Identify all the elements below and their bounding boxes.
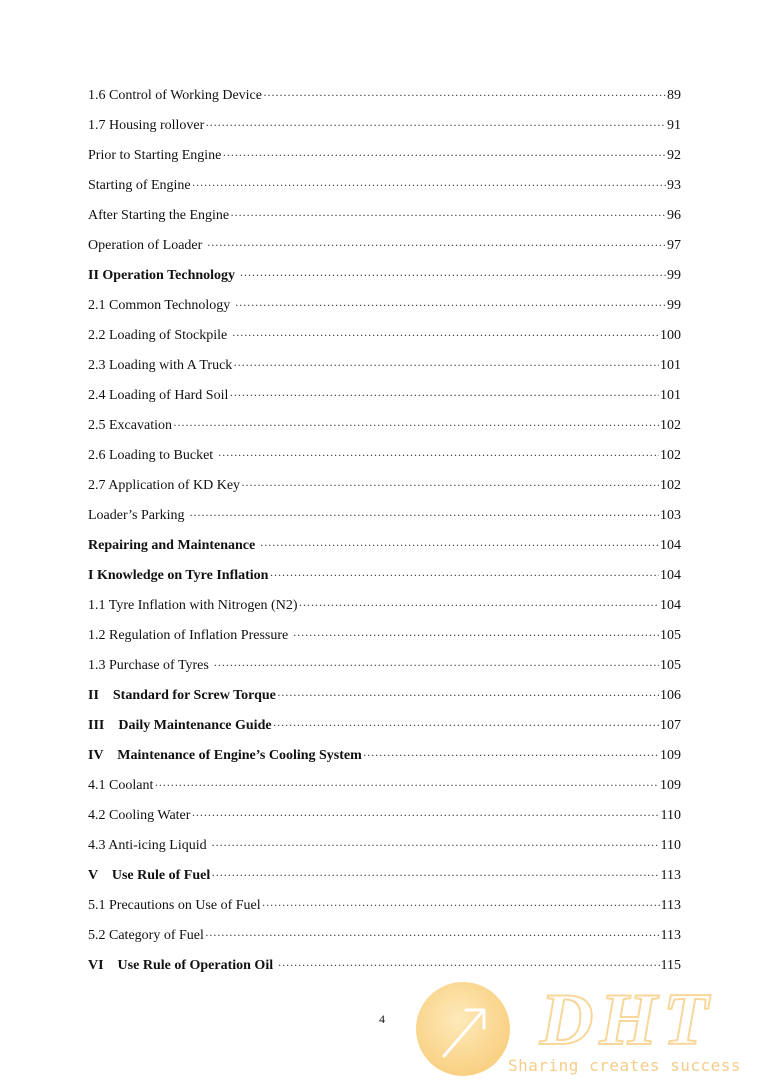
toc-entry-title: 2.4 Loading of Hard Soil (88, 388, 229, 403)
toc-leader-dots (299, 598, 660, 612)
toc-entry-title: 1.3 Purchase of Tyres (88, 658, 213, 673)
svg-text:DHT: DHT (540, 982, 715, 1054)
toc-entry-title: 4.1 Coolant (88, 778, 154, 793)
toc-entry (88, 681, 681, 711)
toc-entry (88, 891, 681, 921)
toc-entry-page: 105 (660, 628, 681, 643)
toc-leader-dots (240, 268, 666, 282)
toc-entry-title: IV Maintenance of Engine’s Cooling System (88, 748, 362, 763)
toc-leader-dots (205, 118, 666, 132)
toc-entry-title: 1.6 Control of Working Device (88, 88, 262, 103)
toc-entry-page: 109 (660, 778, 681, 793)
toc-entry (88, 201, 681, 231)
arrow-icon (416, 982, 510, 1076)
toc-entry-page: 110 (660, 838, 681, 853)
watermark (412, 978, 764, 1080)
toc-entry-title: 1.2 Regulation of Inflation Pressure (88, 628, 292, 643)
toc-entry (88, 231, 681, 261)
toc-entry-page: 113 (660, 928, 681, 943)
toc-leader-dots (273, 718, 659, 732)
toc-entry (88, 471, 681, 501)
toc-entry-page: 103 (660, 508, 681, 523)
toc-entry (88, 951, 681, 981)
toc-entry (88, 591, 681, 621)
toc-entry-page: 89 (667, 88, 681, 103)
toc-leader-dots (222, 148, 666, 162)
toc-entry-page: 105 (660, 658, 681, 673)
toc-entry (88, 261, 681, 291)
watermark-tagline: Sharing creates success (508, 1056, 742, 1075)
watermark-logo-circle (416, 982, 510, 1076)
toc-leader-dots (278, 958, 660, 972)
toc-entry-page: 110 (660, 808, 681, 823)
page-number: 4 (379, 1012, 385, 1026)
toc-entry-page: 99 (667, 268, 681, 283)
table-of-contents (88, 81, 681, 981)
toc-entry (88, 411, 681, 441)
toc-leader-dots (211, 868, 659, 882)
toc-entry-title: 2.2 Loading of Stockpile (88, 328, 231, 343)
toc-leader-dots (233, 358, 659, 372)
toc-entry (88, 501, 681, 531)
toc-entry-title: After Starting the Engine (88, 208, 230, 223)
toc-leader-dots (213, 658, 659, 672)
toc-leader-dots (218, 448, 659, 462)
toc-entry-page: 97 (667, 238, 681, 253)
toc-entry-page: 106 (660, 688, 681, 703)
toc-entry-title: VI Use Rule of Operation Oil (88, 958, 277, 973)
toc-leader-dots (191, 808, 659, 822)
toc-entry-page: 104 (660, 538, 681, 553)
toc-entry-page: 102 (660, 478, 681, 493)
watermark-logo-wordmark (530, 982, 750, 1054)
toc-entry-title: 5.1 Precautions on Use of Fuel (88, 898, 261, 913)
toc-leader-dots (205, 928, 660, 942)
toc-entry (88, 321, 681, 351)
toc-entry-page: 113 (660, 868, 681, 883)
toc-entry (88, 711, 681, 741)
toc-entry-title: Starting of Engine (88, 178, 191, 193)
toc-entry-title: 4.2 Cooling Water (88, 808, 191, 823)
toc-entry (88, 831, 681, 861)
toc-entry (88, 381, 681, 411)
toc-leader-dots (260, 538, 659, 552)
toc-leader-dots (269, 568, 659, 582)
toc-entry-page: 99 (667, 298, 681, 313)
toc-entry-title: 2.5 Excavation (88, 418, 172, 433)
toc-entry-title: 1.1 Tyre Inflation with Nitrogen (N2) (88, 598, 298, 613)
toc-entry-page: 109 (660, 748, 681, 763)
toc-leader-dots (241, 478, 659, 492)
toc-entry-title: 4.3 Anti-icing Liquid (88, 838, 211, 853)
toc-entry (88, 741, 681, 771)
toc-entry-title: 5.2 Category of Fuel (88, 928, 204, 943)
toc-entry-title: II Standard for Screw Torque (88, 688, 276, 703)
toc-leader-dots (262, 898, 660, 912)
toc-entry (88, 651, 681, 681)
toc-entry-page: 93 (667, 178, 681, 193)
toc-entry-page: 91 (667, 118, 681, 133)
toc-leader-dots (363, 748, 659, 762)
toc-entry-title: 2.6 Loading to Bucket (88, 448, 217, 463)
toc-entry-title: I Knowledge on Tyre Inflation (88, 568, 269, 583)
toc-leader-dots (235, 298, 666, 312)
toc-leader-dots (189, 508, 659, 522)
toc-entry-page: 104 (660, 568, 681, 583)
toc-entry-title: 1.7 Housing rollover (88, 118, 205, 133)
toc-entry (88, 921, 681, 951)
toc-entry-title: 2.3 Loading with A Truck (88, 358, 233, 373)
toc-entry (88, 441, 681, 471)
toc-entry-title: Prior to Starting Engine (88, 148, 222, 163)
toc-entry-title: 2.7 Application of KD Key (88, 478, 241, 493)
toc-entry-page: 101 (660, 358, 681, 373)
toc-leader-dots (154, 778, 659, 792)
toc-entry-page: 107 (660, 718, 681, 733)
toc-entry-page: 115 (660, 958, 681, 973)
toc-leader-dots (229, 388, 659, 402)
toc-entry-title: III Daily Maintenance Guide (88, 718, 272, 733)
toc-leader-dots (207, 238, 666, 252)
toc-entry-page: 113 (660, 898, 681, 913)
toc-entry-page: 102 (660, 418, 681, 433)
toc-entry (88, 171, 681, 201)
toc-entry-title: V Use Rule of Fuel (88, 868, 211, 883)
toc-entry-page: 102 (660, 448, 681, 463)
toc-entry-page: 104 (660, 598, 681, 613)
toc-entry (88, 81, 681, 111)
toc-entry (88, 531, 681, 561)
toc-entry-page: 100 (660, 328, 681, 343)
toc-entry-title: Repairing and Maintenance (88, 538, 259, 553)
toc-entry (88, 801, 681, 831)
toc-entry-title: Loader’s Parking (88, 508, 189, 523)
toc-entry-page: 92 (667, 148, 681, 163)
toc-entry-page: 96 (667, 208, 681, 223)
toc-entry-page: 101 (660, 388, 681, 403)
toc-leader-dots (192, 178, 666, 192)
toc-leader-dots (232, 328, 659, 342)
toc-entry (88, 141, 681, 171)
toc-entry-title: Operation of Loader (88, 238, 206, 253)
toc-leader-dots (230, 208, 666, 222)
toc-leader-dots (211, 838, 659, 852)
toc-entry (88, 561, 681, 591)
toc-leader-dots (173, 418, 659, 432)
toc-entry (88, 291, 681, 321)
toc-leader-dots (277, 688, 659, 702)
toc-entry-title: II Operation Technology (88, 268, 239, 283)
toc-entry (88, 351, 681, 381)
toc-leader-dots (293, 628, 659, 642)
toc-entry-title: 2.1 Common Technology (88, 298, 234, 313)
toc-leader-dots (263, 88, 666, 102)
toc-entry (88, 111, 681, 141)
toc-entry (88, 771, 681, 801)
toc-entry (88, 621, 681, 651)
toc-entry (88, 861, 681, 891)
